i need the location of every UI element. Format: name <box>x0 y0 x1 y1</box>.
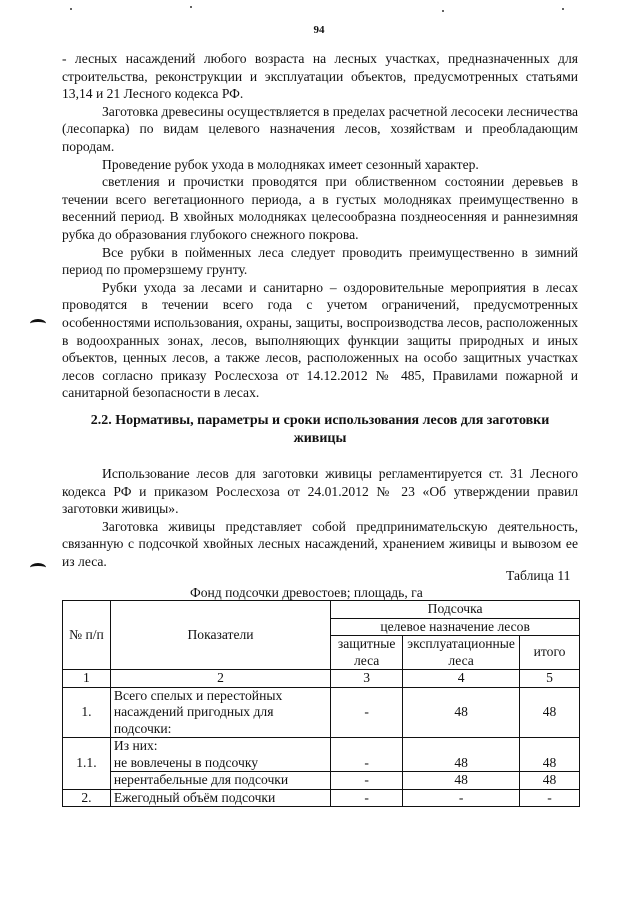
paragraph: Все рубки в пойменных леса следует проводить преимущественно в зимний период по промерзшему грунту. <box>62 244 578 278</box>
header-protective: защитные леса <box>331 636 403 670</box>
cell-total: 48 <box>520 772 580 790</box>
table-row <box>63 789 580 807</box>
cell-exploitation: 48 <box>403 738 520 772</box>
scan-speck <box>70 8 72 10</box>
row-num: 2. <box>63 789 111 807</box>
cell-total: 48 <box>520 738 580 772</box>
row-indicator-text: не вовлечены в подсочку <box>113 754 259 770</box>
header-purpose: целевое назначение лесов <box>331 618 580 636</box>
page-number: 94 <box>313 24 325 36</box>
cell-total: - <box>520 789 580 807</box>
column-number: 3 <box>331 670 403 688</box>
scan-speck <box>442 10 444 12</box>
cell-protective: - <box>331 772 403 790</box>
cell-protective: - <box>331 789 403 807</box>
scan-speck <box>562 8 564 10</box>
scan-speck <box>190 6 192 8</box>
paragraph: Проведение рубок ухода в молодняках имеет сезонный характер. <box>102 156 479 172</box>
column-number: 4 <box>403 670 520 688</box>
table-header-row <box>63 601 580 619</box>
column-number: 5 <box>520 670 580 688</box>
row-num: 1.1. <box>63 738 111 790</box>
paragraph: Рубки ухода за лесами и санитарно – оздоровительные мероприятия в лесах проводятся в течении всего года с учетом ограничений, предусмотренных особенностями использования, охраны, защиты, воспроизводства лесов, расположенных в водоохранных зонах, лесов, выполняющих функции защиты природных и иных объектов, ценных лесов, а также лесов, расположенных на особо защитных участках лесов согласно приказу Рослесхоза от 14.12.2012 № 485, Правилами пожарной и санитарной безопасности в лесах. <box>62 279 578 401</box>
table-caption: Фонд подсочки древостоев; площадь, га <box>190 585 423 600</box>
column-number: 2 <box>110 670 330 688</box>
cell-exploitation: - <box>403 789 520 807</box>
scan-mark-icon <box>30 563 46 572</box>
header-exploitation: эксплуатационные леса <box>403 636 520 670</box>
header-num: № п/п <box>63 601 111 670</box>
row-indicator: нерентабельные для подсочки <box>110 772 330 790</box>
scan-mark-icon <box>30 319 46 328</box>
paragraph: светления и прочистки проводятся при облиственном состоянии деревьев в течении всего вегетационного периода, а в густых молодняках преимущественно в весенний период. В хвойных молодняках целесообразна позднеосенняя и раннезимняя рубка до образования глубокого снежного покрова. <box>62 174 578 242</box>
row-indicator: Всего спелых и перестойных насаждений пригодных для подсочки: <box>110 687 330 738</box>
header-indicators: Показатели <box>110 601 330 670</box>
cell-protective: - <box>331 738 403 772</box>
table-row <box>63 738 580 772</box>
header-total: итого <box>520 636 580 670</box>
cell-protective: - <box>331 687 403 738</box>
body-text-top <box>62 50 578 402</box>
table-label: Таблица 11 <box>506 568 571 583</box>
paragraph: Заготовка живицы представляет собой предпринимательскую деятельность, связанную с подсочкой хвойных лесных насаждений, хранением живицы и вывозом ее из леса. <box>62 518 578 569</box>
cell-exploitation: 48 <box>403 772 520 790</box>
body-text-bottom <box>62 465 578 571</box>
column-number-row <box>63 670 580 688</box>
row-subheading: Из них: <box>113 738 158 753</box>
header-tapping: Подсочка <box>331 601 580 619</box>
row-num: 1. <box>63 687 111 738</box>
table-row <box>63 772 580 790</box>
cell-total: 48 <box>520 687 580 738</box>
paragraph: Использование лесов для заготовки живицы регламентируется ст. 31 Лесного кодекса РФ и приказом Рослесхоза от 24.01.2012 № 23 «Об утверждении правил заготовки живицы». <box>62 466 578 517</box>
tapping-fund-table <box>62 600 580 807</box>
table-row <box>63 687 580 738</box>
section-heading: 2.2. Нормативы, параметры и сроки использования лесов для заготовки живицы <box>90 413 550 446</box>
row-indicator <box>110 738 330 772</box>
paragraph: - лесных насаждений любого возраста на лесных участках, предназначенных для строительства, реконструкции и эксплуатации объектов, предусмотренных статьями 13,14 и 21 Лесного кодекса РФ. <box>62 51 578 102</box>
cell-exploitation: 48 <box>403 687 520 738</box>
column-number: 1 <box>63 670 111 688</box>
row-indicator: Ежегодный объём подсочки <box>110 789 330 807</box>
paragraph: Заготовка древесины осуществляется в пределах расчетной лесосеки лесничества (лесопарка) по видам целевого назначения лесов, хозяйствам и преобладающим породам. <box>62 103 578 154</box>
